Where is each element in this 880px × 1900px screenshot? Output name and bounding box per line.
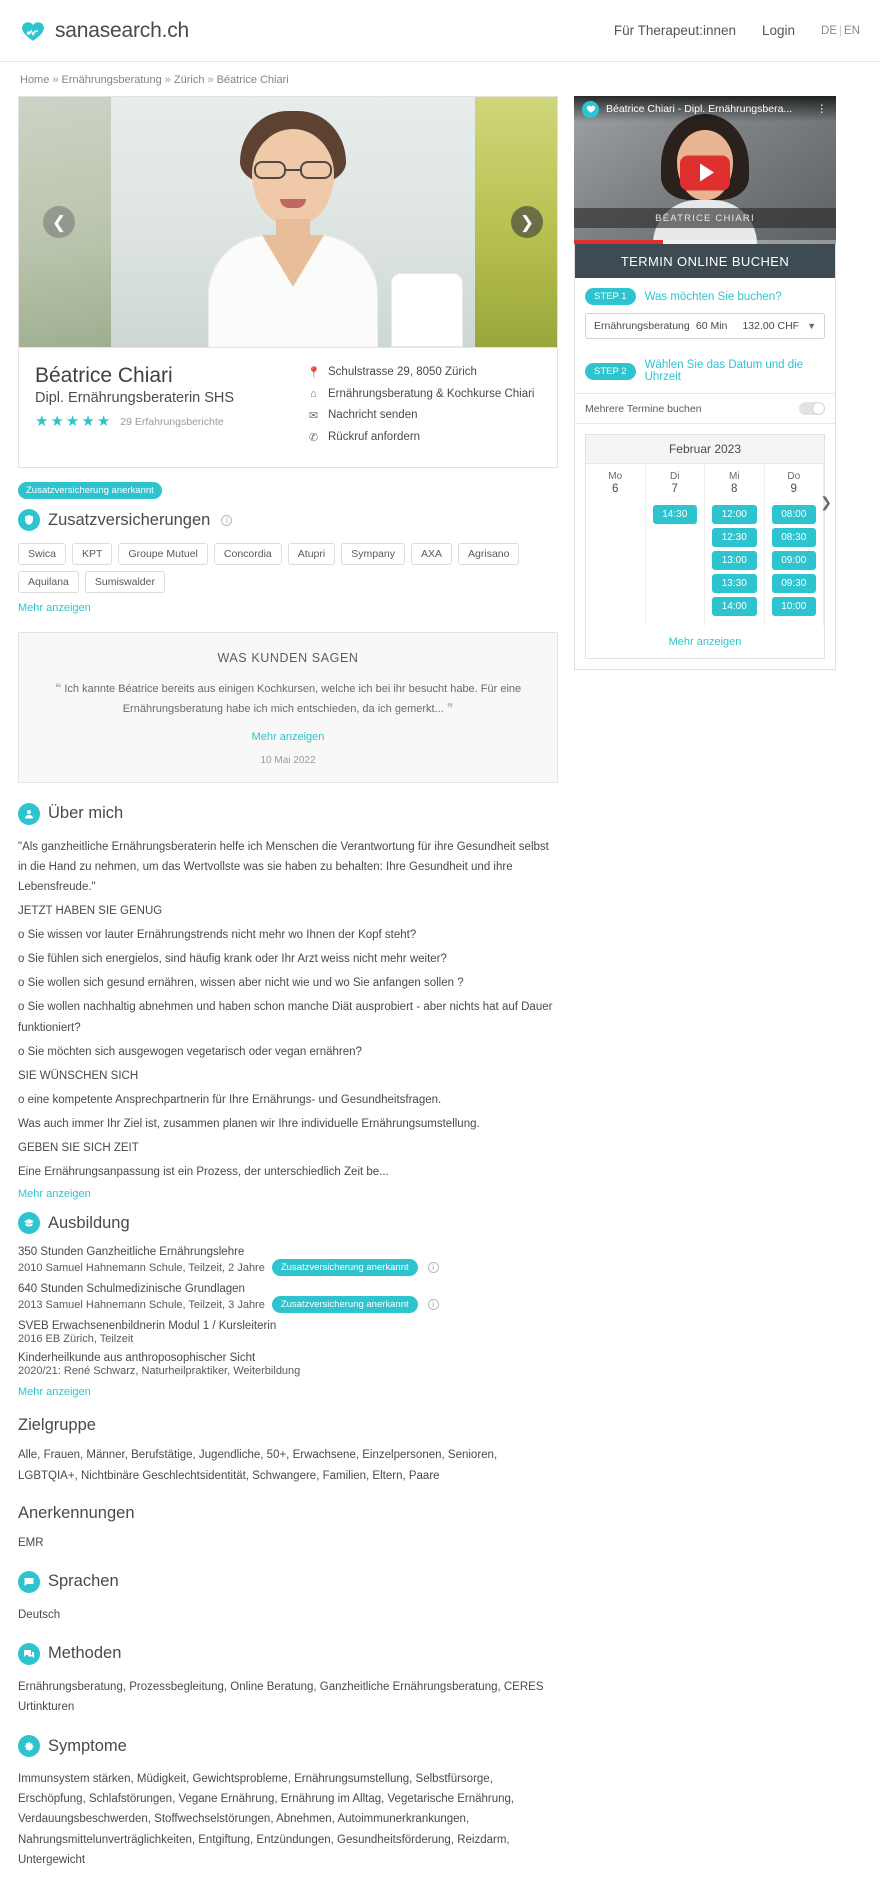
contact-address-text: Schulstrasse 29, 8050 Zürich (328, 366, 477, 378)
education-item (18, 1352, 558, 1377)
about-paragraph: GEBEN SIE SICH ZEIT (18, 1142, 139, 1155)
time-slot[interactable]: 08:30 (772, 528, 817, 547)
star-icon: ★ (35, 413, 49, 430)
speech-bubble-icon (18, 1571, 40, 1593)
calendar-dow: Mi (728, 471, 740, 482)
info-icon[interactable]: i (428, 1262, 439, 1273)
insurance-section-title (18, 509, 558, 531)
rating[interactable] (35, 414, 307, 429)
lang-de[interactable]: DE (821, 24, 838, 37)
video-player[interactable] (574, 96, 836, 244)
photo-gallery[interactable] (18, 96, 558, 348)
breadcrumb-home[interactable]: Home (20, 74, 50, 86)
education-title: Ausbildung (48, 1213, 130, 1232)
location-pin-icon: 📍 (307, 367, 321, 379)
home-icon: ⌂ (310, 388, 317, 400)
right-column (574, 96, 836, 670)
insurance-tag[interactable]: Sympany (341, 543, 405, 565)
education-item-detail: 2013 Samuel Hahnemann Schule, Teilzeit, 3 Jahre (18, 1298, 265, 1311)
testimonial-text (49, 679, 527, 719)
site-header (0, 0, 880, 62)
symptoms-section-title (18, 1735, 558, 1757)
breadcrumb-sep: » (207, 74, 214, 86)
info-icon[interactable]: i (428, 1299, 439, 1310)
gallery-prev-icon[interactable]: ❮ (43, 206, 75, 238)
calendar-next-icon[interactable]: ❯ (820, 494, 832, 510)
testimonial-date: 10 Mai 2022 (260, 754, 316, 766)
calendar-day-column (646, 464, 706, 626)
calendar-more-link[interactable]: Mehr anzeigen (668, 636, 742, 648)
calendar-day-column (705, 464, 765, 626)
calendar (585, 434, 832, 659)
about-paragraph: o Sie fühlen sich energielos, sind häufig krank oder Ihr Arzt weiss nicht mehr weiter? (18, 953, 447, 966)
calendar-dow: Di (670, 471, 680, 482)
channel-avatar (582, 101, 599, 118)
service-select[interactable] (585, 313, 825, 339)
recognitions-text: EMR (18, 1536, 44, 1549)
symptoms-text: Immunsystem stärken, Müdigkeit, Gewichtsprobleme, Ernährungsumstellung, Selbstfürsorge, Erschöpfung, Schlafstörungen, Vegane Ernährung, Ernährung im Alltag, Vegetarische Ernährung, Verdauungsbeschwerden, Stoffwechselstörungen, Abnehmen, Autoimmunerkrankungen, Nahrungsmittelunverträglichkeiten, Entgiftung, Entzündungen, Gesundheitsförderung, Reizdarm, Untergewicht (18, 1773, 515, 1866)
insurance-tag[interactable]: Aquilana (18, 571, 79, 593)
chat-icon (18, 1643, 40, 1665)
education-badge: Zusatzversicherung anerkannt (272, 1259, 418, 1276)
calendar-day-column (765, 464, 825, 626)
education-item (18, 1246, 558, 1276)
testimonial-card (18, 632, 558, 783)
education-item-detail: 2020/21: René Schwarz, Naturheilpraktiker, Weiterbildung (18, 1365, 301, 1378)
insurance-tag[interactable]: Swica (18, 543, 66, 565)
languages-title: Sprachen (48, 1572, 119, 1591)
time-slot[interactable]: 08:00 (772, 505, 817, 524)
booking-step-1 (575, 278, 835, 311)
education-section-title (18, 1212, 558, 1234)
contact-callback-text[interactable]: Rückruf anfordern (328, 431, 421, 443)
video-caption: BÉATRICE CHIARI (574, 208, 836, 228)
calendar-grid (586, 464, 832, 626)
education-item (18, 1320, 558, 1345)
about-paragraph: JETZT HABEN SIE GENUG (18, 904, 163, 917)
sanasearch-logo-icon (20, 18, 46, 44)
insurance-tag-list (18, 543, 538, 593)
time-slot[interactable]: 12:00 (712, 505, 757, 524)
about-section-title (18, 803, 558, 825)
quote-close-icon: ❞ (446, 700, 454, 715)
education-more-link[interactable]: Mehr anzeigen (18, 1386, 91, 1399)
envelope-icon: ✉ (308, 410, 319, 422)
star-icon: ★ (50, 413, 64, 430)
left-column (18, 96, 558, 1870)
quote-open-icon: ❝ (54, 681, 62, 695)
calendar-month-label: Februar 2023 (586, 435, 824, 464)
calendar-daynum[interactable]: 8 (731, 483, 738, 495)
step2-chip: STEP 2 (585, 363, 636, 380)
main-content (0, 96, 880, 1900)
insurance-tag[interactable]: Groupe Mutuel (118, 543, 207, 565)
nav-login[interactable]: Login (761, 23, 796, 38)
service-duration: 60 Min (695, 320, 728, 332)
step1-text: Was möchten Sie buchen? (644, 290, 782, 303)
video-title-bar (574, 96, 836, 122)
kebab-menu-icon[interactable]: ⋮ (816, 103, 828, 115)
gallery-image-main (111, 97, 475, 347)
calendar-dow: Do (787, 471, 801, 482)
languages-section-title (18, 1571, 558, 1593)
contact-address[interactable] (307, 366, 541, 379)
target-group-text: Alle, Frauen, Männer, Berufstätige, Jugendliche, 50+, Erwachsene, Einzelpersonen, Senioren, LGBTQIA+, Nichtbinäre Geschlechtsidentität, Schwangere, Familien, Eltern, Paare (18, 1449, 498, 1482)
education-item-sub (18, 1259, 558, 1276)
breadcrumb (0, 62, 880, 96)
language-switcher[interactable] (821, 25, 860, 37)
testimonial-body: Ich kannte Béatrice bereits aus einigen Kochkursen, welche ich bei ihr besucht habe. Für eine Ernährungsberatung habe ich mich entschieden, da ich gemerkt... (64, 683, 522, 715)
insurance-more-link[interactable]: Mehr anzeigen (18, 602, 91, 614)
breadcrumb-city[interactable]: Zürich (173, 74, 205, 86)
insurance-tag[interactable]: AXA (411, 543, 452, 565)
time-slot[interactable]: 14:30 (653, 505, 698, 524)
education-item-detail: 2016 EB Zürich, Teilzeit (18, 1333, 134, 1346)
insurance-tag[interactable]: Concordia (214, 543, 282, 565)
step1-chip: STEP 1 (585, 288, 636, 305)
insurance-tag[interactable]: Agrisano (458, 543, 519, 565)
education-item-sub (18, 1365, 558, 1377)
chevron-down-icon[interactable]: ▼ (807, 321, 816, 331)
about-paragraph: o Sie wollen nachhaltig abnehmen und haben schon manche Diät ausprobiert - aber nichts hat auf Dauer funktioniert? (18, 1001, 553, 1034)
education-item-title: Kinderheilkunde aus anthroposophischer Sicht (18, 1352, 256, 1365)
calendar-dow: Mo (608, 471, 623, 482)
recognitions-title: Anerkennungen (18, 1503, 135, 1522)
status-badge: Zusatzversicherung anerkannt (18, 482, 162, 499)
nav-therapists[interactable]: Für Therapeut:innen (613, 23, 736, 38)
youtube-play-icon[interactable] (680, 155, 730, 190)
education-item-sub (18, 1296, 558, 1313)
review-count[interactable]: 29 Erfahrungsberichte (120, 415, 224, 428)
time-slot[interactable]: 10:00 (772, 597, 817, 616)
profile-contact-list (307, 364, 541, 453)
multi-booking-label: Mehrere Termine buchen (585, 402, 702, 415)
gear-icon (18, 1735, 40, 1757)
breadcrumb-current[interactable]: Béatrice Chiari (216, 74, 289, 86)
step2-text: Wählen Sie das Datum und die Uhrzeit (644, 359, 804, 383)
calendar-daynum[interactable]: 7 (671, 483, 678, 495)
logo-text: sanasearch.ch (55, 18, 189, 42)
shield-icon (18, 509, 40, 531)
lang-separator: | (839, 24, 843, 37)
booking-header: TERMIN ONLINE BUCHEN (575, 244, 835, 278)
profile-identity (35, 364, 307, 453)
methods-title: Methoden (48, 1644, 122, 1663)
education-item-detail: 2010 Samuel Hahnemann Schule, Teilzeit, 2 Jahre (18, 1261, 265, 1274)
gallery-images (19, 97, 557, 347)
time-slot[interactable]: 09:00 (772, 551, 817, 570)
video-title[interactable]: Béatrice Chiari - Dipl. Ernährungsbera... (606, 103, 793, 115)
insurance-title: Zusatzversicherungen (48, 510, 211, 529)
time-slot[interactable]: 09:30 (772, 574, 817, 593)
about-title: Über mich (48, 804, 124, 823)
calendar-daynum[interactable]: 9 (790, 483, 797, 495)
booking-panel (574, 244, 836, 670)
graduation-icon (18, 1212, 40, 1234)
insurance-tag[interactable]: KPT (72, 543, 112, 565)
time-slot[interactable]: 13:00 (712, 551, 757, 570)
about-more-link[interactable]: Mehr anzeigen (18, 1188, 91, 1201)
person-icon (18, 803, 40, 825)
breadcrumb-sep: » (52, 74, 59, 86)
breadcrumb-category[interactable]: Ernährungsberatung (61, 74, 162, 86)
time-slot[interactable]: 13:30 (712, 574, 757, 593)
contact-message[interactable] (307, 409, 541, 422)
page-title: Béatrice Chiari (35, 364, 173, 387)
star-icon: ★ (65, 413, 80, 430)
star-icon: ★ (81, 413, 95, 430)
about-paragraph: o Sie möchten sich ausgewogen vegetarisch oder vegan ernähren? (18, 1045, 362, 1058)
video-progress-bar[interactable] (574, 240, 836, 244)
header-nav (614, 23, 860, 38)
booking-step-2 (575, 349, 835, 393)
profile-subtitle: Dipl. Ernährungsberaterin SHS (35, 390, 235, 406)
insurance-tag[interactable]: Sumiswalder (85, 571, 165, 593)
about-paragraph: SIE WÜNSCHEN SICH (18, 1069, 139, 1082)
methods-section-title (18, 1643, 558, 1665)
education-badge: Zusatzversicherung anerkannt (272, 1296, 418, 1313)
about-paragraph: Was auch immer Ihr Ziel ist, zusammen planen wir Ihre individuelle Ernährungsumstellung. (18, 1118, 480, 1131)
phone-icon: ✆ (308, 432, 319, 444)
education-item-title: SVEB Erwachsenenbildnerin Modul 1 / Kursleiterin (18, 1320, 277, 1333)
about-paragraph: "Als ganzheitliche Ernährungsberaterin helfe ich Menschen die Verantwortung für ihre Gesundheit selbst in die Hand zu nehmen, um das Wertvollste was sie haben zu behalten: Ihre Gesundheit und ihre Lebensfreude." (18, 840, 549, 893)
methods-text: Ernährungsberatung, Prozessbegleitung, Online Beratung, Ganzheitliche Ernährungsberatung, CERES Urtinkturen (18, 1680, 544, 1714)
service-select-row (575, 311, 835, 349)
time-slot[interactable]: 14:00 (712, 597, 757, 616)
service-price: 132.00 CHF (742, 320, 800, 332)
about-paragraph: Eine Ernährungsanpassung ist ein Prozess, der unterschiedlich Zeit be... (18, 1166, 389, 1179)
gallery-next-icon[interactable]: ❯ (511, 206, 543, 238)
lang-en[interactable]: EN (844, 24, 860, 37)
star-icon: ★ (96, 413, 111, 430)
languages-text: Deutsch (18, 1608, 61, 1621)
time-slot[interactable]: 12:30 (712, 528, 757, 547)
about-paragraph: o eine kompetente Ansprechpartnerin für Ihre Ernährungs- und Gesundheitsfragen. (18, 1093, 442, 1106)
info-icon[interactable]: i (221, 515, 232, 526)
calendar-day-column (586, 464, 646, 626)
education-item-title: 350 Stunden Ganzheitliche Ernährungslehre (18, 1246, 245, 1259)
testimonial-heading: WAS KUNDEN SAGEN (217, 651, 359, 665)
therapist-photo (188, 111, 398, 347)
education-item-title: 640 Stunden Schulmedizinische Grundlagen (18, 1283, 245, 1296)
symptoms-title: Symptome (48, 1736, 127, 1755)
glasses-icon (254, 161, 332, 179)
education-item-sub (18, 1333, 558, 1345)
target-group-title: Zielgruppe (18, 1416, 96, 1435)
contact-message-text[interactable]: Nachricht senden (328, 409, 418, 421)
contact-practice-text: Ernährungsberatung & Kochkurse Chiari (328, 388, 535, 400)
multi-booking-row (575, 393, 835, 424)
breadcrumb-sep: » (164, 74, 171, 86)
contact-callback[interactable] (307, 431, 541, 444)
insurance-tag[interactable]: Atupri (288, 543, 335, 565)
multi-booking-toggle[interactable] (799, 402, 825, 415)
profile-card (18, 348, 558, 468)
service-name: Ernährungsberatung (594, 320, 690, 332)
about-paragraph: o Sie wollen sich gesund ernähren, wissen aber nicht wie und wo Sie anfangen sollen ? (18, 977, 464, 990)
contact-practice[interactable] (307, 388, 541, 400)
education-item (18, 1283, 558, 1313)
logo[interactable] (20, 18, 189, 44)
calendar-daynum[interactable]: 6 (612, 483, 619, 495)
about-paragraph: o Sie wissen vor lauter Ernährungstrends nicht mehr wo Ihnen der Kopf steht? (18, 929, 417, 942)
testimonial-more-link[interactable]: Mehr anzeigen (251, 730, 325, 743)
chair-shape (391, 273, 463, 347)
calendar-more-row (586, 626, 824, 658)
